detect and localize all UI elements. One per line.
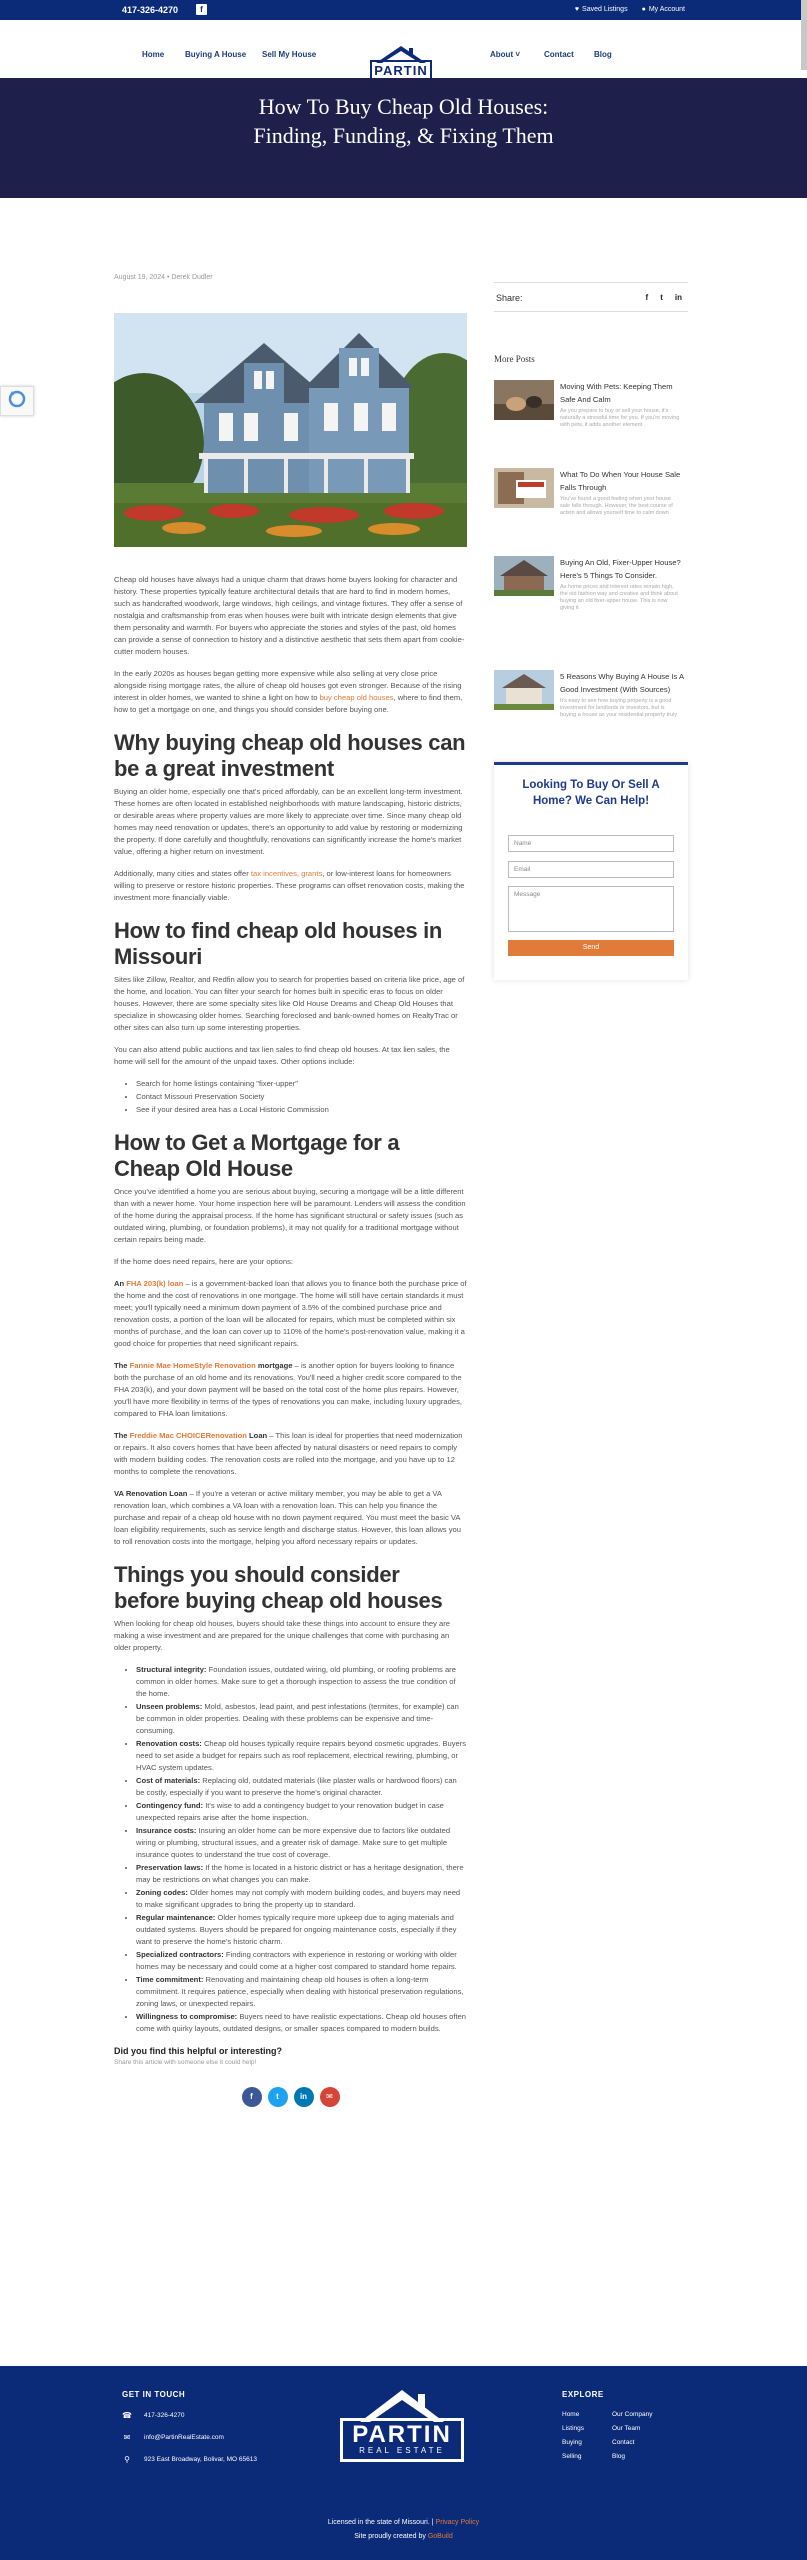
consideration-item: • Insurance costs: Insuring an older home can be more expensive due to factors like outdated wiring or plumbing, structural issues, and a greater risk of damage. Make sure to get multiple insurance quotes to understand the true cost of coverage. [136,1825,467,1861]
fha-paragraph: An FHA 203(k) loan – is a government-backed loan that allows you to finance both the purchase price of the home and the cost of renovations in one mortgage. The home will still have certain standards it must meet; you'll typically need a minimum down payment of 3.5% of the combined purchase price and renovation costs, a portion of the loan will be allocated for repairs, which must be completed within six months of purchase, and the loan can cover up to 110% of the home's post-renovation value, making it a good choice for properties that need significant repairs. [114,1279,467,1348]
fha-link[interactable]: FHA 203(k) loan [126,1279,184,1288]
fannie-link[interactable]: Fannie Mae HomeStyle Renovation [129,1361,256,1370]
considerations-intro: When looking for cheap old houses, buyers should take these things into account to ensure they are making a wise investment and are prepared for the unique challenges that come with purchasing an older property. [114,1619,451,1652]
list-item: • Contact Missouri Preservation Society [136,1091,467,1103]
post-title[interactable]: Moving With Pets: Keeping Them Safe And Calm [560,382,673,404]
post-excerpt: You've found a good feeling when your house sale falls through. However, the best course of action and allows yourself time to calm down [560,496,673,516]
more-posts-title: More Posts [494,354,535,364]
share-icons [646,293,682,302]
linkedin-icon[interactable]: in [294,2087,314,2107]
name-field[interactable]: Name [508,835,674,852]
post-thumbnail[interactable] [494,468,554,508]
footer-link-buying[interactable]: Buying [562,2439,582,2446]
post-thumbnail[interactable] [494,380,554,420]
list-item: • Search for home listings containing "fixer-upper" [136,1078,467,1090]
my-account-link[interactable]: ● My Account [641,6,685,13]
post-thumbnail[interactable] [494,670,554,710]
tax-incentives-link[interactable]: tax incentives, grants [250,869,323,878]
topbar-phone[interactable]: 417-326-4270 [122,5,179,15]
facebook-icon[interactable]: f [196,4,207,15]
linkedin-icon[interactable]: in [674,293,682,302]
post-excerpt: As you prepare to buy or sell your house, it's naturally a stressful time for you. If you're moving with pets, it adds another element [560,408,680,428]
recaptcha-badge[interactable] [0,386,34,416]
email-icon[interactable]: ✉ [320,2087,340,2107]
consideration-item: • Zoning codes: Older homes may not comply with modern building codes, and buyers may need to make significant upgrades to bring the property up to standard. [136,1887,467,1911]
map-pin-icon: ⚲ [124,2455,130,2464]
helpful-subtext: Share this article with someone else it could help! [114,2059,257,2066]
mortgage-paragraph-2: If the home does need repairs, here are your options: [114,1257,293,1266]
heading-why-buy: Why buying cheap old houses can be a great investment [114,730,466,781]
post-excerpt: It's easy to see how buying property is a good investment for landlords or investors, but is buying a house as your residential property truly [560,698,678,718]
footer-contact-heading: GET IN TOUCH [122,2390,186,2399]
why-paragraph-1: Buying an older home, especially one that's priced affordably, can be an excellent long-term investment. These homes are often located in established neighborhoods with mature landscaping, historic districts, or desirable areas where property values are more likely to appreciate over time. Since many cheap old homes may need renovation or updates, there's an opportunity to add value by restoring or modernizing the property. If done carefully and thoughtfully, renovations can significantly increase the home's market value, offering a higher return on investment. [114,787,463,856]
saved-listings-link[interactable]: ♥ Saved Listings [574,6,628,13]
find-paragraph-1: Sites like Zillow, Realtor, and Redfin allow you to search for properties based on criteria like price, age of the home, and location. You can filter your search for homes built in specific eras to focus on older houses. However, there are some specialty sites like Old House Dreams and Cheap Old Houses that specialize in showcasing older homes. Searching foreclosed and bank-owned homes on RealtyTrac or other sites can also turn up some interesting properties. [114,975,465,1032]
post-meta [114,274,213,281]
consideration-item: • Preservation laws: If the home is located in a historic district or has a heritage designation, there may be restrictions on what changes you can make. [136,1862,467,1886]
footer-credit-line: Site proudly created by GoBuild [354,2533,453,2540]
email-field[interactable]: Email [508,861,674,878]
fannie-paragraph: The Fannie Mae HomeStyle Renovation mortgage – is another option for buyers looking to finance both the purchase of an old home and its renovations. You'll need a higher credit score compared to the FHA 203(k), and your down payment will be based on the total cost of the home plus repairs. However, you'll have more flexibility in terms of the types of renovations you can make, including luxury upgrades, compared to FHA loan limitations. [114,1361,462,1418]
footer-explore-heading: EXPLORE [562,2390,604,2399]
nav-blog[interactable]: Blog [594,50,612,59]
hero-banner [0,78,807,198]
nav-home[interactable]: Home [142,50,165,59]
freddie-link[interactable]: Freddie Mac CHOICERenovation [129,1431,247,1440]
footer-link-selling[interactable]: Selling [562,2453,582,2460]
top-bar [0,0,807,20]
nav-contact[interactable]: Contact [544,50,574,59]
post-excerpt: As home prices and interest rates remain high, the old fashion way and creative and think about buying an old fixer-upper house. This is now giving it [560,584,678,611]
footer-link-contact[interactable]: Contact [612,2439,635,2446]
send-button[interactable]: Send [508,940,674,956]
consideration-item: • Structural integrity: Foundation issues, outdated wiring, old plumbing, or roofing problems are common in older homes. Make sure to get a thorough inspection to assess the true condition of the home. [136,1664,467,1700]
intro-paragraph-1: Cheap old houses have always had a unique charm that draws home buyers looking for character and history. These properties typically feature architectural details that are hard to find in modern homes, such as handcrafted woodwork, large windows, high ceilings, and vintage fixtures. They offer a sense of nostalgia and craftsmanship from eras when houses were built with intricate design elements that give them personality and warmth. For buyers who appreciate the stories and styles of the past, old homes can provide a sense of connection to history and a distinctive aesthetic that sets them apart from cookie-cutter modern houses. [114,575,465,656]
footer-phone-row[interactable]: ☎ 417-326-4270 [122,2411,185,2420]
footer-explore [562,2390,682,2460]
page-title: How To Buy Cheap Old Houses: Finding, Funding, & Fixing Them [253,94,554,148]
helpful-question: Did you find this helpful or interesting? [114,2046,282,2056]
heart-icon: ♥ [574,6,580,13]
va-paragraph: VA Renovation Loan – If you're a veteran or active military member, you may be able to get a VA renovation loan, which combines a VA loan with a renovation loan. This can help you finance the purchase and repair of a cheap old house with no down payment required. You must meet the basic VA loan eligibility requirements, such as service length and discharge status. However, this loan allows you to roll renovation costs into the mortgage, helping you afford necessary repairs or updates. [114,1489,461,1546]
footer-logo[interactable] [340,2388,464,2468]
freddie-paragraph: The Freddie Mac CHOICERenovation Loan – This loan is ideal for properties that need modernization or repairs. It also covers homes that have been affected by natural disasters or need repairs to comply with modern building codes. The renovation costs are rolled into the mortgage, and you have up to 12 months to complete the renovations. [114,1431,463,1476]
scrollbar[interactable] [801,0,807,70]
envelope-icon: ✉ [123,2433,131,2442]
sidebar-post[interactable] [494,380,688,460]
footer-link-listings[interactable]: Listings [562,2425,585,2432]
logo-text: PARTIN [370,60,432,82]
intro-paragraph-2: In the early 2020s as houses began getting more expensive while also selling at very close price alongside rising mortgage rates, the allure of cheap old houses got even stronger. Because of the rising interest in older homes, we wanted to shine a light on how to buy cheap old houses, where to find them, how to get a mortgage on one, and things you should consider before buying one. [114,669,463,714]
footer-logo-sub: REAL ESTATE [359,2446,445,2455]
twitter-icon[interactable]: t [660,293,663,302]
considerations-list [136,1664,467,2035]
footer-link-home[interactable]: Home [562,2411,580,2418]
footer-link-blog[interactable]: Blog [612,2453,626,2460]
heading-find: How to find cheap old houses in Missouri [114,918,443,969]
privacy-policy-link[interactable]: Privacy Policy [435,2519,480,2526]
creator-link[interactable]: GoBuild [427,2533,453,2540]
post-title[interactable]: 5 Reasons Why Buying A House Is A Good Investment (With Sources) [560,672,684,694]
post-author[interactable]: Derek Dudler [171,274,213,281]
facebook-icon[interactable]: f [242,2087,262,2107]
footer-email-row[interactable]: ✉ info@PartinRealEstate.com [123,2433,224,2442]
buy-cheap-link[interactable]: buy cheap old houses [319,693,394,702]
consideration-item: • Contingency fund: It's wise to add a contingency budget to your renovation budget in case unexpected repairs arise after the home inspection. [136,1800,467,1824]
user-icon: ● [641,6,646,13]
twitter-icon[interactable]: t [268,2087,288,2107]
sidebar-post[interactable] [494,670,688,750]
house-roof-icon [340,2388,464,2422]
article-body [114,574,467,2107]
post-thumbnail[interactable] [494,556,554,596]
heading-mortgage: How to Get a Mortgage for a Cheap Old House [114,1130,400,1181]
share-buttons [114,2087,467,2107]
meta-separator: • [166,274,170,281]
consideration-item: • Unseen problems: Mold, asbestos, lead paint, and pest infestations (termites, for example) can be common in older properties. Dealing with these problems can be expensive and time-consuming. [136,1701,467,1737]
footer-link-our-company[interactable]: Our Company [612,2411,653,2418]
nav-about[interactable]: About ˅ [490,50,521,59]
message-field[interactable]: Message [508,886,674,932]
consideration-item: • Regular maintenance: Older homes typically require more upkeep due to aging materials and outdated systems. Buyers should be prepared for ongoing maintenance costs, especially if they want to preserve the home's historic charm. [136,1912,467,1948]
footer-license-line: Licensed in the state of Missouri. | Privacy Policy [327,2519,480,2526]
nav-sell[interactable]: Sell My House [262,50,317,59]
footer [0,2366,807,2560]
contact-form-card [494,762,688,980]
consideration-item: • Willingness to compromise: Buyers need to have realistic expectations. Cheap old houses often come with quirky layouts, outdated designs, or smaller spaces compared to modern builds. [136,2011,467,2035]
consideration-item: • Renovation costs: Cheap old houses typically require repairs beyond cosmetic upgrades. Buyers need to set aside a budget for repairs such as roof replacement, electrical rewiring, plumbing, or HVAC system updates. [136,1738,467,1774]
consideration-item: • Time commitment: Renovating and maintaining cheap old houses is often a long-term commitment. It requires patience, especially when dealing with historical preservation regulations, zoning laws, or unexpected repairs. [136,1974,467,2010]
nav-buying[interactable]: Buying A House [185,50,247,59]
sidebar-post[interactable] [494,556,688,636]
helpful-section [114,2045,467,2069]
post-title[interactable]: What To Do When Your House Sale Falls Through [560,470,681,492]
facebook-icon[interactable]: f [645,293,649,302]
chevron-down-icon: ˅ [515,50,521,59]
why-paragraph-2: Additionally, many cities and states offer tax incentives, grants, or low-interest loans for homeowners willing to preserve or restore historic properties. These programs can offset renovation costs, making the investment more financially viable. [114,869,465,902]
sidebar-post[interactable] [494,468,688,548]
consideration-item: • Cost of materials: Replacing old, outdated materials (like plaster walls or hardwood floors) can be costly, especially if you want to preserve the home's original character. [136,1775,467,1799]
heading-considerations: Things you should consider before buying cheap old houses [114,1562,443,1613]
find-paragraph-2: You can also attend public auctions and tax lien sales to find cheap old houses. At tax lien sales, the home will sell for the amount of the unpaid taxes. Other options include: [114,1045,450,1066]
list-item: • See if your desired area has a Local Historic Commission [136,1104,467,1116]
main-nav [0,20,807,78]
recaptcha-icon [1,387,33,415]
mortgage-paragraph-1: Once you've identified a home you are serious about buying, securing a mortgage will be a little different than with a newer home. Your home inspection here will be paramount. Lenders will assess the condition of the home during the appraisal process. If the home has significant structural or safety issues (such as outdated wiring, plumbing, or foundation problems), it may not qualify for a traditional mortgage without certain repairs being made. [114,1187,466,1244]
footer-contact [122,2390,257,2477]
footer-link-our-team[interactable]: Our Team [612,2425,641,2432]
footer-address-row[interactable]: ⚲ 923 East Broadway, Bolivar, MO 65613 [122,2455,257,2464]
share-box [494,282,688,312]
post-date: August 19, 2024 [114,274,165,281]
share-label: Share: [496,293,523,303]
footer-logo-text: PARTIN [340,2418,464,2462]
contact-form-title: Looking To Buy Or Sell A Home? We Can Help! [522,779,660,807]
topbar-links [575,6,685,13]
find-options-list [136,1078,467,1116]
phone-icon: ☎ [122,2411,132,2420]
consideration-item: • Specialized contractors: Finding contractors with experience in restoring or working with older homes may be necessary and could come at a higher cost compared to standard home repairs. [136,1949,467,1973]
post-title[interactable]: Buying An Old, Fixer-Upper House? Here's 5 Things To Consider. [560,558,681,580]
footer-bottom [0,2516,807,2544]
footer-explore-links [562,2411,682,2460]
featured-image-old-house [114,313,467,547]
